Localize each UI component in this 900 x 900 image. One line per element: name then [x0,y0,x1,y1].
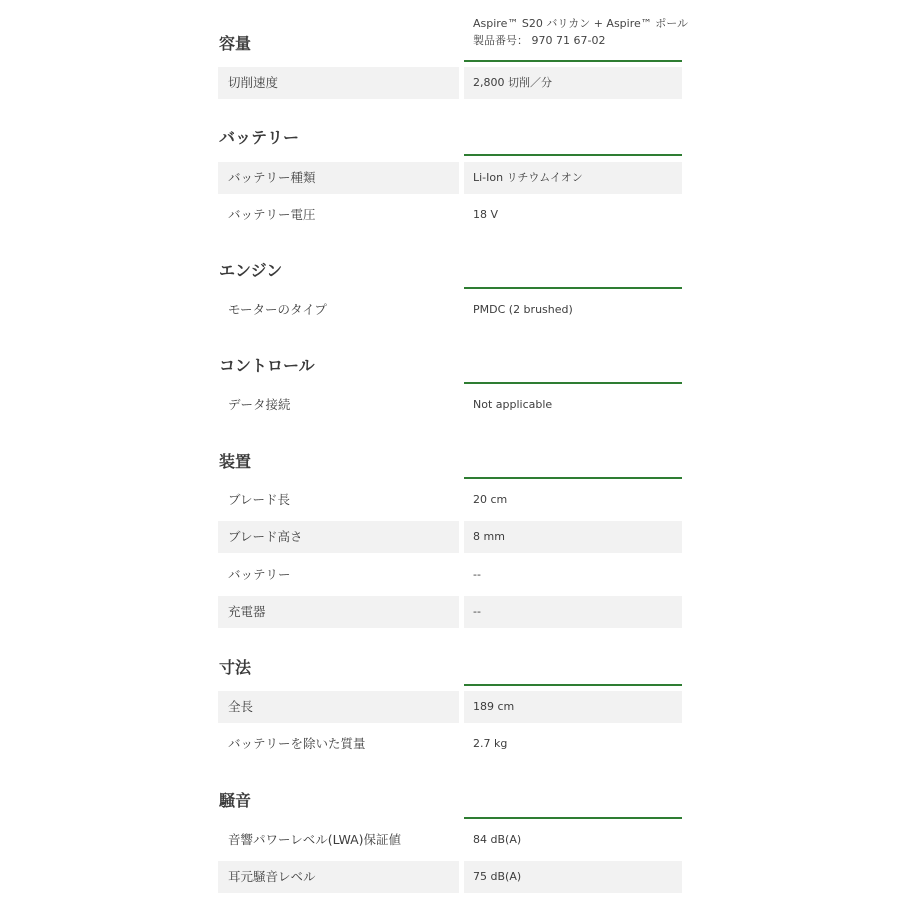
section-title-dimensions: 寸法 [219,658,252,677]
section-divider-noise [464,817,682,819]
spec-label: データ接続 [228,397,291,412]
spec-row-ear-noise-level [218,861,682,893]
spec-label: 全長 [218,691,459,723]
spec-label: 耳元騒音レベル [218,861,459,893]
spec-value: 18 V [473,208,499,221]
section-title-control: コントロール [219,356,315,375]
spec-value: 2.7 kg [473,737,508,750]
product-header [473,15,693,49]
spec-value: 20 cm [473,493,508,506]
spec-label: ブレード高さ [218,521,459,553]
spec-row-motor-type [218,294,682,326]
spec-row-battery-type [218,162,682,194]
spec-label: ブレード長 [228,492,291,507]
section-title-noise: 騒音 [219,791,252,810]
spec-label: バッテリーを除いた質量 [228,736,366,751]
spec-value: 75 dB(A) [464,861,682,893]
spec-value: 189 cm [464,691,682,723]
spec-value: Not applicable [473,398,553,411]
spec-value: 84 dB(A) [473,833,522,846]
product-name: Aspire™ S20 バリカン + Aspire™ ポール [473,17,689,30]
spec-row-sound-power-level [218,824,682,856]
spec-row-blade-length [218,484,682,516]
spec-value: -- [473,568,481,581]
spec-row-battery-voltage [218,199,682,231]
spec-label: 音響パワーレベル(LWA)保証値 [228,832,402,847]
spec-label: バッテリー [228,567,291,582]
section-divider-battery [464,154,682,156]
section-title-capacity: 容量 [219,34,252,53]
spec-row-blade-height [218,521,682,553]
spec-value: PMDC (2 brushed) [473,303,573,316]
spec-label: 切削速度 [218,67,459,99]
section-title-equipment: 装置 [219,452,252,471]
spec-label: 充電器 [218,596,459,628]
spec-label: バッテリー種類 [218,162,459,194]
spec-value: 8 mm [464,521,682,553]
spec-row-charger [218,596,682,628]
section-title-battery: バッテリー [219,128,300,147]
spec-row-battery [218,559,682,591]
spec-label: バッテリー電圧 [228,207,316,222]
section-divider-engine [464,287,682,289]
spec-row-data-connection [218,389,682,421]
spec-row-weight-without-battery [218,728,682,760]
spec-row-total-length [218,691,682,723]
spec-label: モーターのタイプ [228,302,327,317]
spec-value: 2,800 切削／分 [464,67,682,99]
spec-value: Li-Ion リチウムイオン [464,162,682,194]
section-divider-capacity [464,60,682,62]
spec-value: -- [464,596,682,628]
section-title-engine: エンジン [219,261,283,280]
section-divider-dimensions [464,684,682,686]
section-divider-control [464,382,682,384]
spec-row-cutting-speed [218,67,682,99]
section-divider-equipment [464,477,682,479]
product-number: 製品番号： 970 71 67-02 [473,34,606,47]
